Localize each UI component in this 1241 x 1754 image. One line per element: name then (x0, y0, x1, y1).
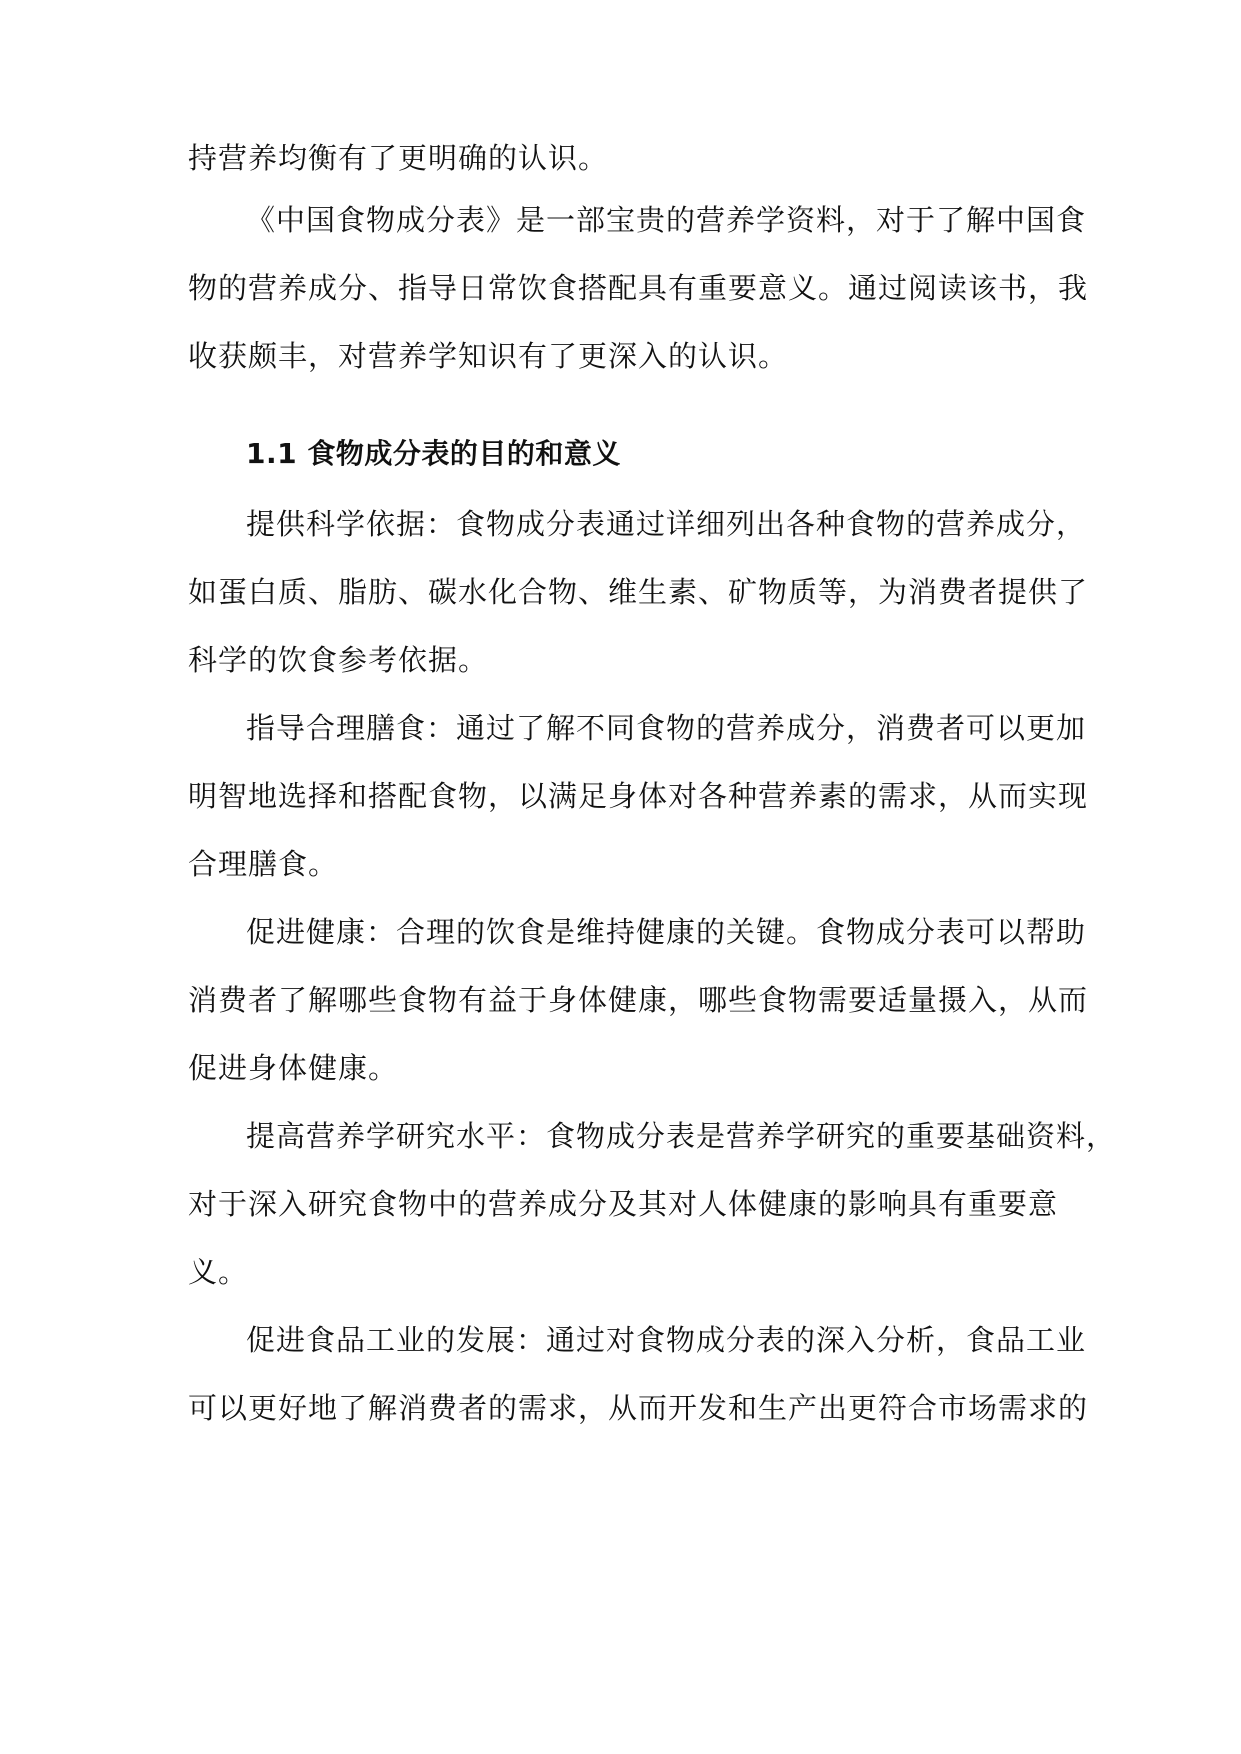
paragraph-line: 指导合理膳食：通过了解不同食物的营养成分，消费者可以更加 (246, 711, 1087, 745)
paragraph-line: 提供科学依据：食物成分表通过详细列出各种食物的营养成分， (246, 507, 1087, 541)
paragraph-line: 如蛋白质、脂肪、碳水化合物、维生素、矿物质等，为消费者提供了 (188, 575, 1089, 609)
paragraph-line: 物的营养成分、指导日常饮食搭配具有重要意义。通过阅读该书，我 (188, 271, 1089, 305)
paragraph-line: 明智地选择和搭配食物，以满足身体对各种营养素的需求，从而实现 (188, 779, 1089, 813)
paragraph-line: 促进身体健康。 (188, 1051, 399, 1085)
paragraph-line: 科学的饮食参考依据。 (188, 643, 489, 677)
paragraph-line: 收获颇丰，对营养学知识有了更深入的认识。 (188, 339, 789, 373)
paragraph-line: 《中国食物成分表》是一部宝贵的营养学资料，对于了解中国食 (246, 203, 1087, 237)
paragraph-line: 消费者了解哪些食物有益于身体健康，哪些食物需要适量摄入，从而 (188, 983, 1089, 1017)
paragraph-line: 促进食品工业的发展：通过对食物成分表的深入分析，食品工业 (246, 1323, 1087, 1357)
paragraph-line: 持营养均衡有了更明确的认识。 (188, 141, 609, 175)
paragraph-line: 对于深入研究食物中的营养成分及其对人体健康的影响具有重要意 (188, 1187, 1059, 1221)
paragraph-line: 提高营养学研究水平：食物成分表是营养学研究的重要基础资料， (246, 1119, 1117, 1153)
section-heading: 1.1 食物成分表的目的和意义 (246, 437, 621, 470)
paragraph-line: 合理膳食。 (188, 847, 339, 881)
paragraph-line: 促进健康：合理的饮食是维持健康的关键。食物成分表可以帮助 (246, 915, 1087, 949)
paragraph-line: 可以更好地了解消费者的需求，从而开发和生产出更符合市场需求的 (188, 1391, 1089, 1425)
paragraph-line: 义。 (188, 1255, 249, 1289)
